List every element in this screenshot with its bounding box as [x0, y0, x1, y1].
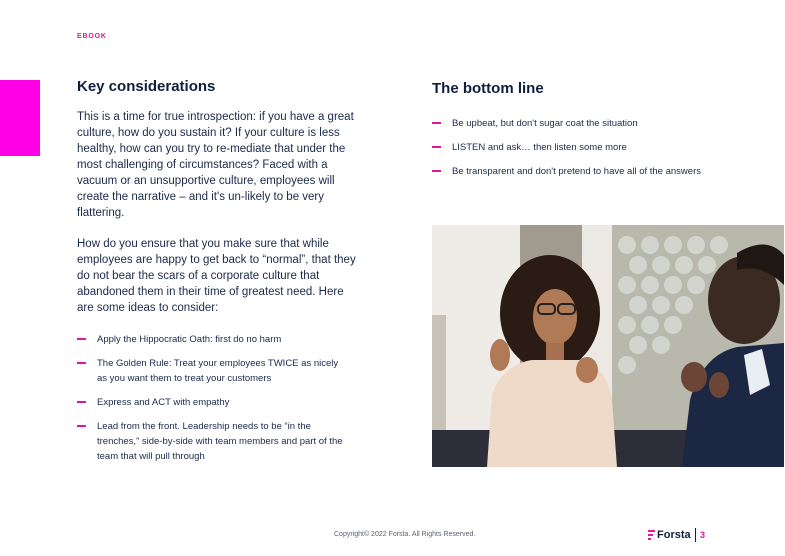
list-item: Be upbeat, but don't sugar coat the situation: [432, 116, 707, 131]
list-item: Express and ACT with empathy: [77, 395, 345, 410]
bullet-dash-icon: [77, 401, 86, 403]
bullet-dash-icon: [77, 425, 86, 427]
accent-bar: [0, 80, 40, 156]
list-item: Be transparent and don't pretend to have all of the answers: [432, 164, 707, 179]
logo-text: Forsta: [657, 529, 691, 541]
page-number: 3: [700, 530, 706, 540]
list-item: Apply the Hippocratic Oath: first do no harm: [77, 332, 345, 347]
key-considerations-heading: Key considerations: [77, 78, 216, 95]
meeting-photo: [432, 225, 784, 467]
left-column: [77, 78, 362, 473]
copyright-text: Copyright© 2022 Forsta. All Rights Reserved.: [334, 531, 476, 538]
forsta-logo: [648, 529, 691, 541]
ideas-list: [77, 332, 345, 464]
ideas-paragraph: How do you ensure that you make sure that while employees are happy to get back to “normal”, that they do not bear the scars of a corporate culture that abandoned them in their time of greatest need. Here are some ideas to consider:: [77, 238, 356, 314]
right-column: [432, 80, 722, 188]
forsta-logo-icon: [648, 530, 655, 541]
intro-paragraph: This is a time for true introspection: if you have a great culture, how do you sustain it? If your culture is less healthy, how can you try to re-mediate that under the most challenging of circumstances? Faced with a vacuum or an unsupportive culture, employees will create the narrative – and it's un-likely to be very flattering.: [77, 111, 354, 219]
footer-divider: [695, 528, 696, 542]
list-item: The Golden Rule: Treat your employees TWICE as nicely as you want them to treat your customers: [77, 356, 345, 386]
bullet-dash-icon: [432, 122, 441, 124]
section-label: EBOOK: [77, 33, 107, 40]
bullet-dash-icon: [432, 170, 441, 172]
list-item: LISTEN and ask… then listen some more: [432, 140, 707, 155]
bottom-line-heading: The bottom line: [432, 80, 544, 97]
list-item: Lead from the front. Leadership needs to be “in the trenches,” side-by-side with team members and part of the team that will pull through: [77, 419, 345, 464]
bullet-dash-icon: [77, 338, 86, 340]
bottom-line-list: [432, 116, 707, 179]
bullet-dash-icon: [432, 146, 441, 148]
bullet-dash-icon: [77, 362, 86, 364]
